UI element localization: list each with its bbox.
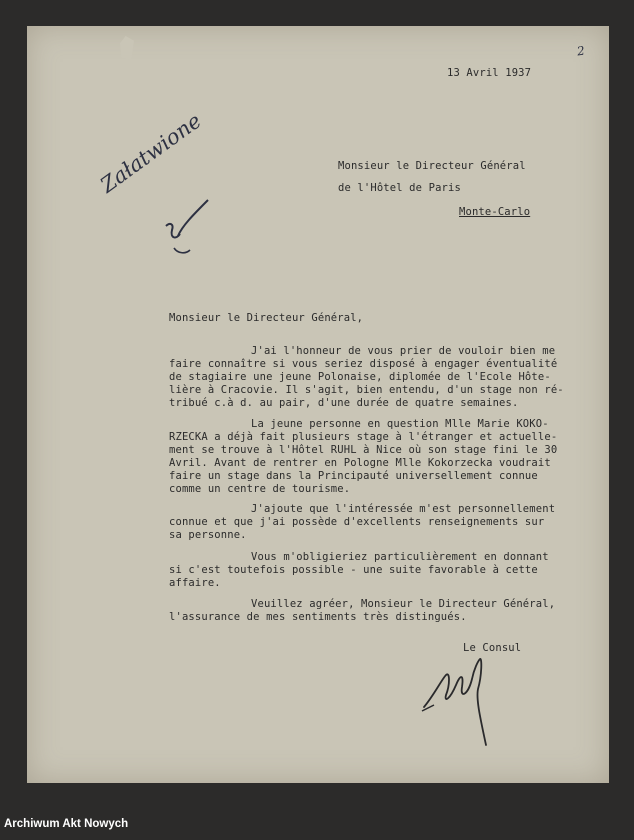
paragraph-line: sa personne.	[169, 529, 247, 541]
signatory-title: Le Consul	[463, 642, 522, 654]
recipient-line: de l'Hôtel de Paris	[338, 182, 461, 194]
paragraph-line: RZECKA a déjà fait plusieurs stage à l'étranger et actuelle-	[169, 431, 558, 443]
paragraph-line: si c'est toutefois possible - une suite favorable à cette	[169, 564, 538, 576]
closing-line: l'assurance de mes sentiments très distingués.	[169, 611, 467, 623]
paragraph-line: J'ajoute que l'intéressée m'est personnellement	[251, 503, 556, 515]
page-number-mark: 2	[576, 43, 586, 59]
paragraph-line: faire un stage dans la Principauté universellement connue	[169, 470, 538, 482]
paragraph-line: Vous m'obligieriez particulièrement en donnant	[251, 551, 549, 563]
paragraph-line: ment se trouve à l'Hôtel RUHL à Nice où son stage fini le 30	[169, 444, 558, 456]
salutation: Monsieur le Directeur Général,	[169, 312, 364, 324]
recipient-city: Monte-Carlo	[459, 206, 531, 218]
paragraph-line: comme un centre de tourisme.	[169, 483, 351, 495]
paragraph-line: J'ai l'honneur de vous prier de vouloir bien me	[251, 345, 556, 357]
paragraph-line: lière à Cracovie. Il s'agit, bien entendu, d'un stage non ré-	[169, 384, 564, 396]
handwritten-checkmark	[160, 196, 212, 260]
handwritten-signature	[420, 655, 500, 751]
paragraph-line: tribué c.à d. au pair, d'une durée de quatre semaines.	[169, 397, 519, 409]
paragraph-line: faire connaître si vous seriez disposé à engager éventualité	[169, 358, 558, 370]
paragraph-line: connue et que j'ai possède d'excellents renseignements sur	[169, 516, 545, 528]
archive-label: Archiwum Akt Nowych	[4, 818, 129, 830]
handwritten-annotation: Załatwione	[96, 108, 206, 198]
paragraph-line: Avril. Avant de rentrer en Pologne Mlle Kokorzecka voudrait	[169, 457, 551, 469]
closing-line: Veuillez agréer, Monsieur le Directeur Général,	[251, 598, 556, 610]
torn-corner	[120, 36, 134, 60]
paragraph-line: La jeune personne en question Mlle Marie KOKO-	[251, 418, 549, 430]
recipient-line: Monsieur le Directeur Général	[338, 160, 526, 172]
letter-date: 13 Avril 1937	[447, 67, 532, 79]
paragraph-line: affaire.	[169, 577, 221, 589]
paragraph-line: de stagiaire une jeune Polonaise, diplomée de l'Ecole Hôte-	[169, 371, 551, 383]
